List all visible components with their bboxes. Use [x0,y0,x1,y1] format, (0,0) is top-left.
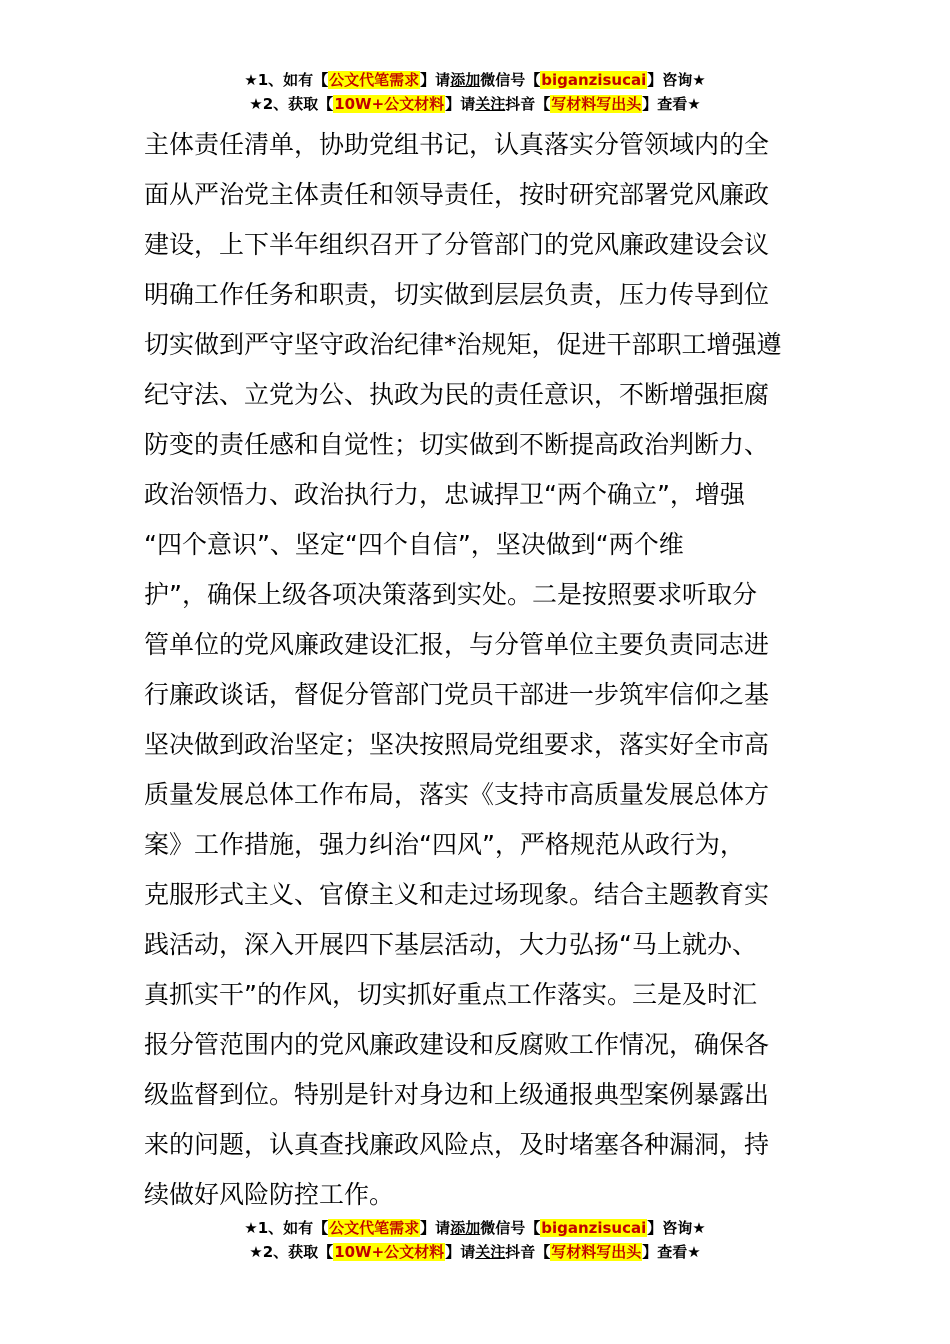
body-line: 纪守法、立党为公、执政为民的责任意识，不断增强拒腐 [144,380,770,409]
notice-text: 】请 [420,71,451,89]
notice-text: ★2、获取【 [249,95,334,113]
body-line: 级监督到位。特别是针对身边和上级通报典型案例暴露出 [144,1080,770,1109]
body-line: 案》工作措施，强力纠治“四风”，严格规范从政行为， [144,830,745,859]
notice-text: ★1、如有【 [244,1219,329,1237]
document-body [144,120,808,1220]
body-line: 建设，上下半年组织召开了分管部门的党风廉政建设会议 [144,230,770,259]
notice-text: 】查看★ [642,95,701,113]
notice-emphasis: 关注 [475,95,506,113]
body-line: 面从严治党主体责任和领导责任，按时研究部署党风廉政 [144,180,770,209]
highlight-materials: 10W+公文材料 [334,1243,445,1261]
footer-notice [0,1216,950,1264]
highlight-wechat-id: biganzisucai [541,1219,647,1237]
body-line: 明确工作任务和职责，切实做到层层负责，压力传导到位 [144,280,770,309]
highlight-douyin-account: 写材料写出头 [551,95,642,113]
notice-text: 】咨询★ [647,71,706,89]
notice-emphasis: 添加 [450,71,481,89]
body-line: 护”，确保上级各项决策落到实处。二是按照要求听取分 [144,580,757,609]
body-line: 续做好风险防控工作。 [144,1180,395,1209]
notice-text: ★1、如有【 [244,71,329,89]
body-line: 坚决做到政治坚定；坚决按照局党组要求，落实好全市高 [144,730,770,759]
notice-text: 】查看★ [642,1243,701,1261]
body-line: 报分管范围内的党风廉政建设和反腐败工作情况，确保各 [144,1030,770,1059]
notice-text: 微信号【 [480,71,541,89]
notice-line-1 [0,1216,950,1240]
notice-emphasis: 关注 [475,1243,506,1261]
notice-text: ★2、获取【 [249,1243,334,1261]
highlight-wechat-id: biganzisucai [541,71,647,89]
notice-text: 微信号【 [480,1219,541,1237]
header-notice [0,68,950,116]
notice-text: 】请 [420,1219,451,1237]
body-line: “四个意识”、坚定“四个自信”，坚决做到“两个维 [144,530,684,559]
highlight-materials: 10W+公文材料 [334,95,445,113]
body-line: 来的问题，认真查找廉政风险点，及时堵塞各种漏洞，持 [144,1130,770,1159]
notice-text: 】咨询★ [647,1219,706,1237]
notice-emphasis: 添加 [450,1219,481,1237]
body-line: 防变的责任感和自觉性；切实做到不断提高政治判断力、 [144,430,770,459]
body-line: 真抓实干”的作风，切实抓好重点工作落实。三是及时汇 [144,980,757,1009]
highlight-service: 公文代笔需求 [329,71,420,89]
body-line: 切实做到严守坚守政治纪律*治规矩，促进干部职工增强遵 [144,330,782,359]
body-line: 克服形式主义、官僚主义和走过场现象。结合主题教育实 [144,880,770,909]
notice-text: 抖音【 [505,1243,551,1261]
body-line: 主体责任清单，协助党组书记，认真落实分管领域内的全 [144,130,770,159]
body-line: 行廉政谈话，督促分管部门党员干部进一步筑牢信仰之基 [144,680,770,709]
highlight-douyin-account: 写材料写出头 [551,1243,642,1261]
notice-line-2 [0,1240,950,1264]
notice-text: 】请 [445,1243,476,1261]
notice-text: 抖音【 [505,95,551,113]
body-line: 践活动，深入开展四下基层活动，大力弘扬“马上就办、 [144,930,757,959]
body-line: 质量发展总体工作布局，落实《支持市高质量发展总体方 [144,780,770,809]
body-line: 政治领悟力、政治执行力，忠诚捍卫“两个确立”，增强 [144,480,745,509]
body-line: 管单位的党风廉政建设汇报，与分管单位主要负责同志进 [144,630,770,659]
notice-line-1 [0,68,950,92]
notice-text: 】请 [445,95,476,113]
notice-line-2 [0,92,950,116]
highlight-service: 公文代笔需求 [329,1219,420,1237]
